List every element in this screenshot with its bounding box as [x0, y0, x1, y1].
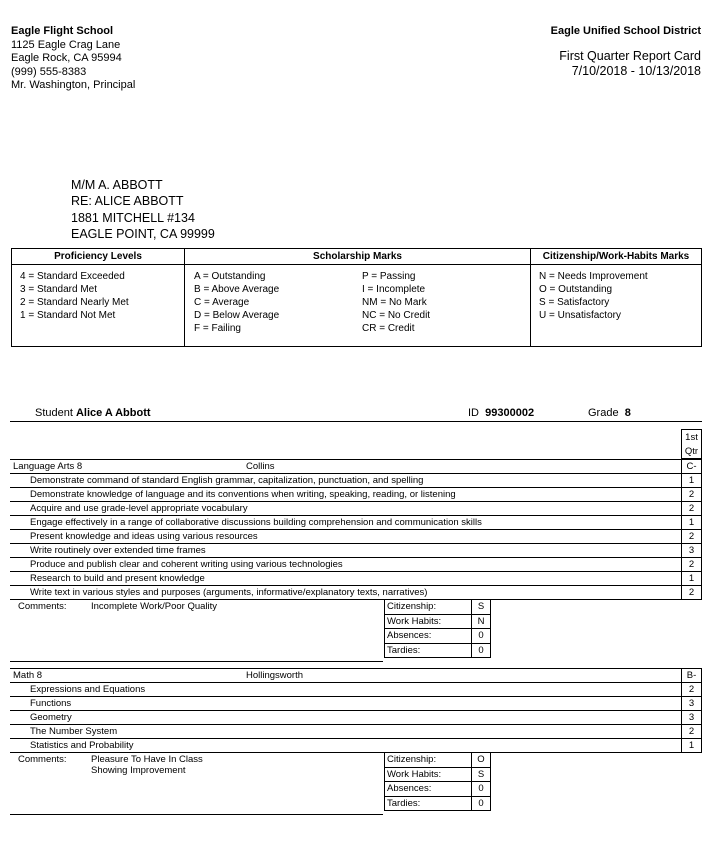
- standard-mark: 1: [681, 572, 702, 585]
- conduct-label: Citizenship:: [385, 600, 472, 615]
- standard-text: Produce and publish clear and coherent writing using various technologies: [30, 559, 343, 570]
- legend-item: D = Below Average: [194, 310, 280, 321]
- proficiency-legend: [12, 249, 184, 346]
- legend-item: U = Unsatisfactory: [539, 310, 621, 321]
- conduct-label: Work Habits:: [385, 614, 472, 629]
- legend-item: S = Satisfactory: [539, 297, 610, 308]
- legend-item: A = Outstanding: [194, 271, 266, 282]
- course-teacher: Hollingsworth: [246, 670, 304, 681]
- standard-text: Expressions and Equations: [30, 684, 146, 695]
- standard-mark: 3: [681, 711, 702, 724]
- student-id-line: [468, 406, 534, 420]
- quarter-label: 1st: [685, 432, 698, 443]
- conduct-value: O: [472, 753, 491, 768]
- district-name: Eagle Unified School District: [550, 25, 701, 37]
- comments-section: [10, 752, 702, 814]
- standard-row: [10, 558, 702, 572]
- school-city: Eagle Rock, CA 95994: [11, 52, 122, 64]
- conduct-value: S: [472, 767, 491, 782]
- legend-item: 3 = Standard Met: [20, 284, 97, 295]
- quarter-header: [681, 429, 702, 459]
- comment-line: Showing Improvement: [91, 765, 186, 776]
- standard-text: The Number System: [30, 726, 118, 737]
- conduct-marks: [384, 752, 491, 811]
- standard-mark: 1: [681, 474, 702, 487]
- student-grade: 8: [624, 407, 631, 419]
- school-phone: (999) 555-8383: [11, 65, 87, 78]
- comments-text: [91, 601, 217, 612]
- course-grade: C-: [681, 460, 702, 473]
- citizenship-title: Citizenship/Work-Habits Marks: [531, 249, 701, 265]
- conduct-value: 0: [472, 629, 491, 644]
- legend-item: 1 = Standard Not Met: [20, 310, 116, 321]
- conduct-label: Absences:: [385, 782, 472, 797]
- student-id: 99300002: [485, 407, 535, 419]
- scholarship-title: Scholarship Marks: [185, 249, 530, 265]
- standard-row: [10, 711, 702, 725]
- legend-item: NC = No Credit: [362, 310, 431, 321]
- school-info: [11, 25, 135, 93]
- standard-row: [10, 725, 702, 739]
- student-name: Alice A Abbott: [75, 407, 151, 419]
- comments-section: [10, 599, 702, 661]
- course-teacher: Collins: [246, 461, 275, 472]
- conduct-label: Tardies:: [385, 796, 472, 811]
- legend-item: B = Above Average: [194, 284, 280, 295]
- student-label: Student: [35, 407, 73, 419]
- standard-row: [10, 572, 702, 586]
- standard-row: [10, 544, 702, 558]
- conduct-value: 0: [472, 643, 491, 658]
- conduct-value: 0: [472, 796, 491, 811]
- student-grade-line: [588, 406, 631, 420]
- course-name: Math 8: [13, 670, 43, 681]
- divider: [10, 421, 702, 422]
- standard-row: [10, 502, 702, 516]
- standard-row: [10, 683, 702, 697]
- conduct-value: 0: [472, 782, 491, 797]
- mailing-line-3: 1881 MITCHELL #134: [71, 210, 195, 225]
- standard-mark: 2: [681, 683, 702, 696]
- standard-row: [10, 516, 702, 530]
- standard-text: Functions: [30, 698, 72, 709]
- standard-row: [10, 739, 702, 753]
- conduct-label: Absences:: [385, 629, 472, 644]
- standard-text: Write text in various styles and purposes (arguments, informative/explanatory texts, narratives): [30, 587, 428, 598]
- standard-mark: 2: [681, 586, 702, 599]
- legend-item: O = Outstanding: [539, 284, 613, 295]
- district-info: [551, 25, 701, 79]
- comment-line: Pleasure To Have In Class: [91, 754, 203, 765]
- standard-mark: 2: [681, 488, 702, 501]
- standard-text: Write routinely over extended time frames: [30, 545, 206, 556]
- course-header: [10, 668, 702, 683]
- school-street: 1125 Eagle Crag Lane: [11, 38, 121, 51]
- standard-text: Geometry: [30, 712, 72, 723]
- standard-mark: 2: [681, 502, 702, 515]
- comments-text: [91, 754, 203, 776]
- student-id-label: ID: [468, 407, 479, 419]
- comment-line: Incomplete Work/Poor Quality: [91, 601, 218, 612]
- legend-item: N = Needs Improvement: [539, 271, 648, 282]
- standard-mark: 2: [681, 530, 702, 543]
- standard-text: Research to build and present knowledge: [30, 573, 205, 584]
- mailing-address: [71, 177, 215, 242]
- standard-mark: 3: [681, 544, 702, 557]
- report-title: First Quarter Report Card: [559, 49, 701, 63]
- standard-mark: 2: [681, 725, 702, 738]
- scholarship-legend: [185, 249, 530, 346]
- course-header: [10, 459, 702, 474]
- legend-item: 2 = Standard Nearly Met: [20, 297, 129, 308]
- conduct-label: Tardies:: [385, 643, 472, 658]
- standard-row: [10, 586, 702, 600]
- date-range: 7/10/2018 - 10/13/2018: [571, 64, 701, 78]
- comments-label: Comments:: [18, 754, 67, 765]
- mailing-line-4: EAGLE POINT, CA 99999: [71, 226, 215, 241]
- legend-item: F = Failing: [194, 323, 241, 334]
- standard-text: Statistics and Probability: [30, 740, 134, 751]
- citizenship-legend: [531, 249, 701, 346]
- conduct-label: Citizenship:: [385, 753, 472, 768]
- legend-item: NM = No Mark: [362, 297, 427, 308]
- legend-item: C = Average: [194, 297, 250, 308]
- comments-label: Comments:: [18, 601, 67, 612]
- conduct-marks: [384, 599, 491, 658]
- standard-text: Engage effectively in a range of collaborative discussions building comprehension and communication skills: [30, 517, 482, 528]
- course-grade: B-: [681, 669, 702, 682]
- standard-row: [10, 488, 702, 502]
- standard-row: [10, 697, 702, 711]
- standard-row: [10, 474, 702, 488]
- quarter-label: Qtr: [684, 446, 699, 457]
- legend-item: P = Passing: [362, 271, 416, 282]
- proficiency-title: Proficiency Levels: [12, 249, 184, 265]
- legend-item: 4 = Standard Exceeded: [20, 271, 125, 282]
- conduct-label: Work Habits:: [385, 767, 472, 782]
- mailing-line-2: RE: ALICE ABBOTT: [71, 194, 184, 209]
- standard-mark: 3: [681, 697, 702, 710]
- marks-legend: [11, 248, 702, 347]
- legend-item: I = Incomplete: [362, 284, 426, 295]
- standard-mark: 1: [681, 739, 702, 752]
- legend-item: CR = Credit: [362, 323, 415, 334]
- standard-text: Present knowledge and ideas using various resources: [30, 531, 258, 542]
- mailing-line-1: M/M A. ABBOTT: [71, 178, 163, 192]
- student-name-line: [35, 406, 151, 420]
- standard-mark: 2: [681, 558, 702, 571]
- standard-row: [10, 530, 702, 544]
- conduct-value: S: [472, 600, 491, 615]
- student-grade-label: Grade: [588, 407, 619, 419]
- course-name: Language Arts 8: [13, 461, 83, 472]
- standard-text: Acquire and use grade-level appropriate vocabulary: [30, 503, 248, 514]
- conduct-value: N: [472, 614, 491, 629]
- school-name: Eagle Flight School: [11, 25, 114, 37]
- school-principal: Mr. Washington, Principal: [11, 79, 136, 91]
- standard-mark: 1: [681, 516, 702, 529]
- standard-text: Demonstrate command of standard English grammar, capitalization, punctuation, and spelling: [30, 475, 424, 486]
- standard-text: Demonstrate knowledge of language and its conventions when writing, speaking, reading, or listening: [30, 489, 456, 500]
